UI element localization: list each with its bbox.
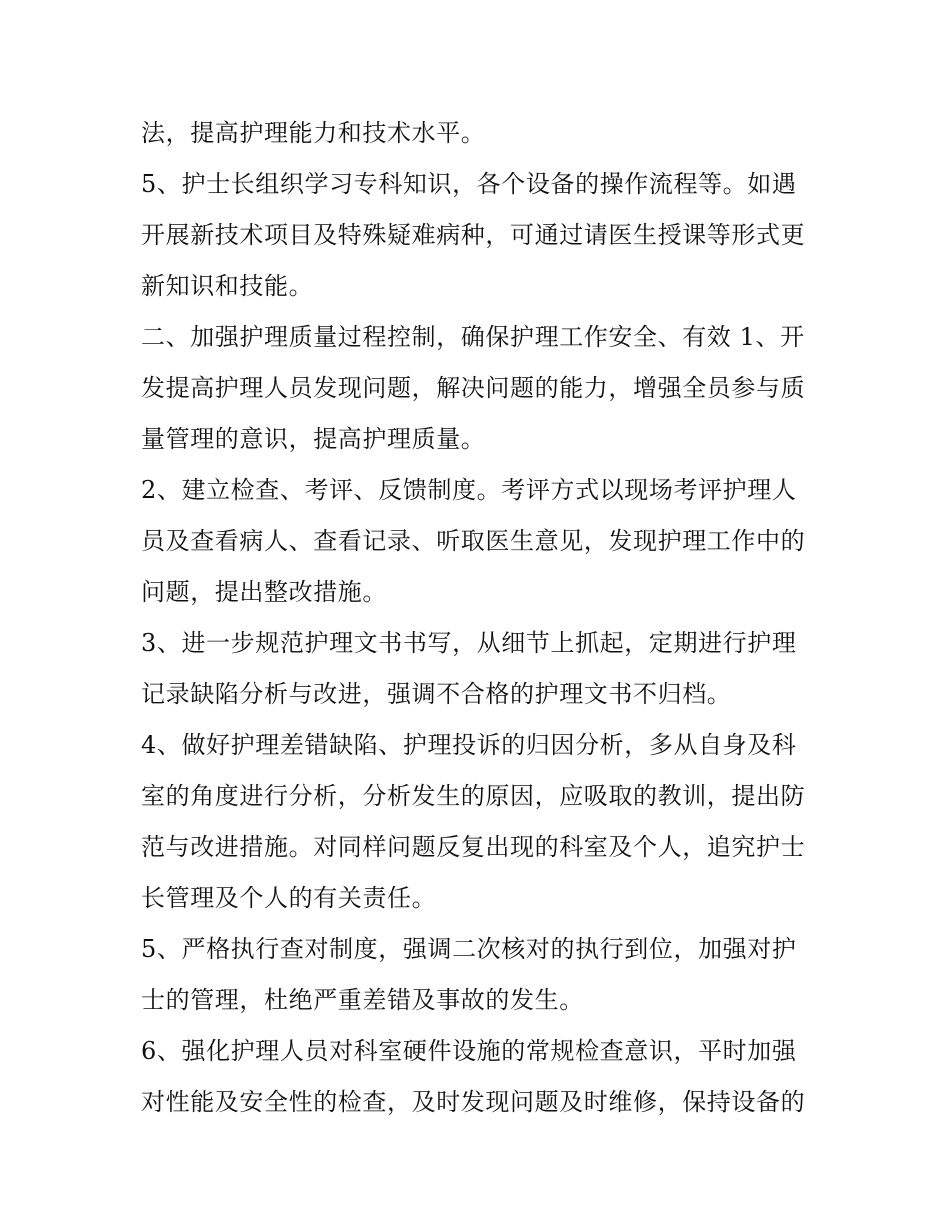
text-line: 新知识和技能。	[141, 272, 314, 300]
text-line: 员及查看病人、查看记录、听取医生意见，发现护理工作中的	[141, 527, 806, 555]
text-line: 2、建立检查、考评、反馈制度。考评方式以现场考评护理人	[141, 476, 797, 504]
text-line: 长管理及个人的有关责任。	[141, 884, 437, 912]
text-line: 4、做好护理差错缺陷、护理投诉的归因分析，多从自身及科	[141, 731, 797, 759]
text-line: 记录缺陷分析与改进，强调不合格的护理文书不归档。	[141, 680, 732, 708]
text-line: 室的角度进行分析，分析发生的原因，应吸取的教训，提出防	[141, 782, 806, 810]
text-line: 法，提高护理能力和技术水平。	[141, 119, 486, 147]
text-line: 问题，提出整改措施。	[141, 578, 387, 606]
text-line: 范与改进措施。对同样问题反复出现的科室及个人，追究护士	[141, 833, 806, 861]
text-line: 6、强化护理人员对科室硬件设施的常规检查意识，平时加强	[141, 1037, 797, 1065]
text-line: 对性能及安全性的检查，及时发现问题及时维修，保持设备的	[141, 1088, 806, 1116]
text-line: 二、加强护理质量过程控制，确保护理工作安全、有效 1、开	[141, 323, 805, 351]
text-line: 量管理的意识，提高护理质量。	[141, 425, 486, 453]
document-body	[141, 108, 821, 1128]
text-line: 发提高护理人员发现问题，解决问题的能力，增强全员参与质	[141, 374, 806, 402]
text-line: 3、进一步规范护理文书书写，从细节上抓起，定期进行护理	[141, 629, 797, 657]
text-line: 士的管理，杜绝严重差错及事故的发生。	[141, 986, 584, 1014]
text-line: 5、严格执行查对制度，强调二次核对的执行到位，加强对护	[141, 935, 797, 963]
text-line: 5、护士长组织学习专科知识，各个设备的操作流程等。如遇	[141, 170, 797, 198]
text-line: 开展新技术项目及特殊疑难病种，可通过请医生授课等形式更	[141, 221, 806, 249]
